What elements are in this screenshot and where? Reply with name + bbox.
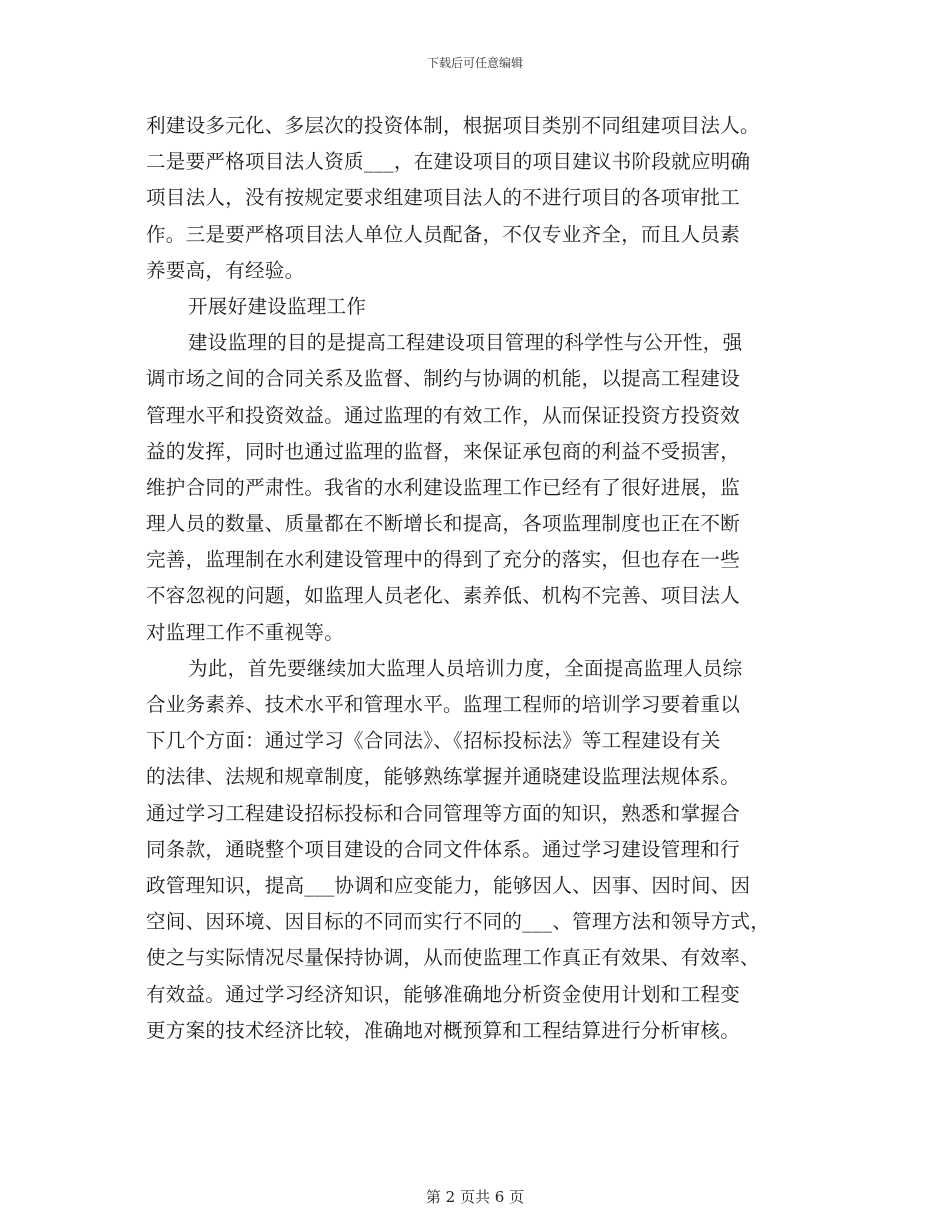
text-line: 项目法人，没有按规定要求组建项目法人的不进行项目的各项审批工 bbox=[146, 186, 741, 210]
text-line: 的法律、法规和规章制度，能够熟练掌握并通晓建设监理法规体系。 bbox=[146, 765, 741, 789]
text-line: 理人员的数量、质量都在不断增长和提高，各项监理制度也正在不断 bbox=[146, 512, 741, 536]
text-line: 合业务素养、技术水平和管理水平。监理工程师的培训学习要着重以 bbox=[146, 693, 741, 716]
text-line: 养要高，有经验。 bbox=[146, 258, 305, 282]
text-line: 作。三是要严格项目法人单位人员配备，不仅专业齐全，而且人员素 bbox=[146, 222, 741, 246]
text-line: 建设监理的目的是提高工程建设项目管理的科学性与公开性，强 bbox=[188, 331, 743, 355]
text-line: 不容忽视的问题，如监理人员老化、素养低、机构不完善、项目法人 bbox=[146, 584, 741, 608]
text-line: 政管理知识，提高___协调和应变能力，能够因人、因事、因时间、因 bbox=[146, 873, 751, 897]
text-line: 同条款，通晓整个项目建设的合同文件体系。通过学习建设管理和行 bbox=[146, 837, 741, 861]
text-line: 维护合同的严肃性。我省的水利建设监理工作已经有了很好进展，监 bbox=[146, 475, 741, 499]
page-footer: 第 2 页共 6 页 bbox=[425, 1188, 525, 1206]
text-line: 使之与实际情况尽量保持协调，从而使监理工作真正有效果、有效率、 bbox=[146, 946, 760, 970]
text-line: 为此，首先要继续加大监理人员培训力度，全面提高监理人员综 bbox=[188, 656, 743, 680]
text-line: 更方案的技术经济比较，准确地对概预算和工程结算进行分析审核。 bbox=[146, 1018, 741, 1042]
text-line: 通过学习工程建设招标投标和合同管理等方面的知识，熟悉和掌握合 bbox=[146, 801, 741, 825]
text-line: 空间、因环境、因目标的不同而实行不同的___、管理方法和领导方式， bbox=[146, 910, 771, 934]
text-line: 有效益。通过学习经济知识，能够准确地分析资金使用计划和工程变 bbox=[146, 982, 741, 1006]
text-line: 二是要严格项目法人资质___，在建设项目的项目建议书阶段就应明确 bbox=[146, 150, 751, 174]
text-line: 完善，监理制在水利建设管理中的得到了充分的落实，但也存在一些 bbox=[146, 548, 741, 572]
text-line: 开展好建设监理工作 bbox=[188, 294, 367, 318]
text-line: 对监理工作不重视等。 bbox=[146, 620, 345, 644]
text-line: 管理水平和投资效益。通过监理的有效工作，从而保证投资方投资效 bbox=[146, 403, 741, 427]
text-line: 利建设多元化、多层次的投资体制，根据项目类别不同组建项目法人。 bbox=[146, 114, 760, 137]
page-header: 下载后可任意编辑 bbox=[426, 56, 523, 70]
text-line: 下几个方面：通过学习《合同法》、《招标投标法》等工程建设有关 bbox=[146, 729, 721, 753]
text-line: 益的发挥，同时也通过监理的监督，来保证承包商的利益不受损害， bbox=[146, 439, 741, 463]
text-line: 调市场之间的合同关系及监督、制约与协调的机能，以提高工程建设 bbox=[146, 367, 741, 391]
document-body bbox=[146, 108, 826, 1049]
